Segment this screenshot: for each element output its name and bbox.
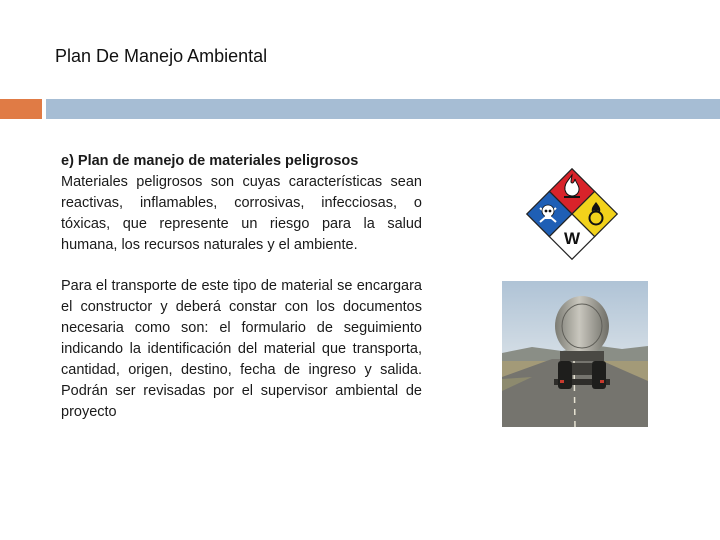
hazard-special-text: W <box>563 229 581 248</box>
paragraph-definition: Materiales peligrosos son cuyas características sean reactivas, inflamables, corrosivas, infecciosas, o tóxicas, que represente un riesgo para la salud humana, los recursos naturales y el ambiente. <box>61 174 422 253</box>
slide-title: Plan De Manejo Ambiental <box>55 46 268 66</box>
tanker-truck-photo <box>502 281 648 427</box>
content-block <box>61 151 422 423</box>
paragraph-transport: Para el transporte de este tipo de material se encargara el constructor y deberá constar con los documentos necesaria como son: el formulario de seguimiento indicando la identificación del material que transporta, cantidad, origen, destino, fecha de ingreso y salida. Podrán ser revisadas por el supervisor ambiental de proyecto <box>61 278 422 420</box>
hazard-diamond-icon <box>524 166 620 262</box>
accent-bar-orange <box>0 99 42 119</box>
accent-bar-blue <box>46 99 720 119</box>
section-heading: e) Plan de manejo de materiales peligrosos <box>61 153 359 169</box>
